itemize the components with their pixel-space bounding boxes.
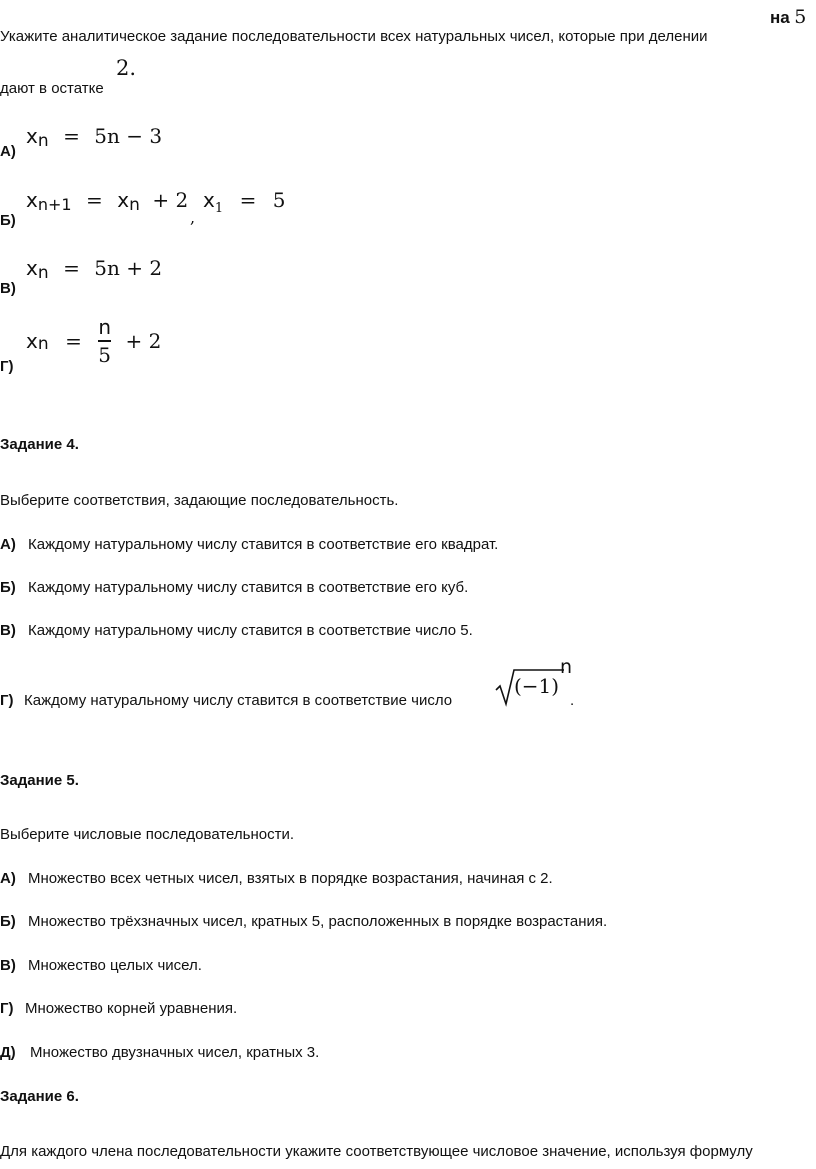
task4-option-d-trail: . xyxy=(570,692,575,709)
header-number: 5 xyxy=(794,6,807,28)
option-text: Множество двузначных чисел, кратных 3. xyxy=(30,1044,320,1061)
task3-option-b-comma: , xyxy=(190,208,196,227)
task5-option-d xyxy=(0,1000,237,1017)
task4-option-c xyxy=(0,622,473,639)
task3-option-d-formula: xn = $\frac{n}{5}$ + 2 xyxy=(26,315,162,367)
page-header-corner xyxy=(770,6,806,28)
option-text: Множество целых чисел. xyxy=(28,957,202,974)
task4-option-d xyxy=(0,692,452,709)
task4-prompt: Выберите соответствия, задающие последовательность. xyxy=(0,492,399,509)
task4-option-a xyxy=(0,536,498,553)
task3-question-line2: дают в остатке xyxy=(0,80,104,97)
option-letter: Г) xyxy=(0,692,14,709)
task3-option-a-letter: А) xyxy=(0,143,16,160)
option-text: Каждому натуральному числу ставится в соответствие число xyxy=(24,692,453,709)
task5-option-e xyxy=(0,1044,319,1061)
option-letter: Д) xyxy=(0,1044,16,1061)
task5-prompt: Выберите числовые последовательности. xyxy=(0,826,294,843)
option-text: Каждому натуральному числу ставится в соответствие его квадрат. xyxy=(28,536,499,553)
header-prefix: на xyxy=(770,8,790,27)
task5-option-b xyxy=(0,913,607,930)
sqrt-base: (−1) xyxy=(514,674,560,698)
option-letter: Г) xyxy=(0,1000,14,1017)
task3-remainder: 2. xyxy=(116,56,137,80)
option-letter: А) xyxy=(0,870,16,887)
fraction: $\frac{n}{5}$ xyxy=(98,315,112,367)
option-letter: Б) xyxy=(0,913,16,930)
task3-option-b-letter: Б) xyxy=(0,212,16,229)
task6-prompt: Для каждого члена последовательности укажите соответствующее числовое значение, используя формулу xyxy=(0,1143,753,1160)
option-letter: Б) xyxy=(0,579,16,596)
task6-title: Задание 6. xyxy=(0,1088,79,1105)
task3-option-c-formula: xn = 5n + 2 xyxy=(26,256,163,283)
task3-question-line1: Укажите аналитическое задание последовательности всех натуральных чисел, которые при делении xyxy=(0,28,708,45)
option-text: Каждому натуральному числу ставится в соответствие его куб. xyxy=(28,579,469,596)
task3-option-d-letter: Г) xyxy=(0,358,14,375)
task3-option-b-initial: $x_1 = 5$ xyxy=(203,188,286,216)
task5-option-a xyxy=(0,870,553,887)
option-text: Множество корней уравнения. xyxy=(25,1000,238,1017)
task3-option-b-formula: xn+1 = xn + 2 xyxy=(26,188,189,215)
option-letter: В) xyxy=(0,957,16,974)
task5-option-c xyxy=(0,957,202,974)
option-text: Каждому натуральному числу ставится в соответствие число 5. xyxy=(28,622,473,639)
task5-title: Задание 5. xyxy=(0,772,79,789)
task4-option-b xyxy=(0,579,468,596)
sqrt-exponent: n xyxy=(560,656,573,678)
option-letter: А) xyxy=(0,536,16,553)
task4-title: Задание 4. xyxy=(0,436,79,453)
task3-option-c-letter: В) xyxy=(0,280,16,297)
task3-option-a-formula: xn = 5n − 3 xyxy=(26,124,163,151)
option-letter: В) xyxy=(0,622,16,639)
option-text: Множество всех четных чисел, взятых в порядке возрастания, начиная с 2. xyxy=(28,870,553,887)
option-text: Множество трёхзначных чисел, кратных 5, расположенных в порядке возрастания. xyxy=(28,913,608,930)
